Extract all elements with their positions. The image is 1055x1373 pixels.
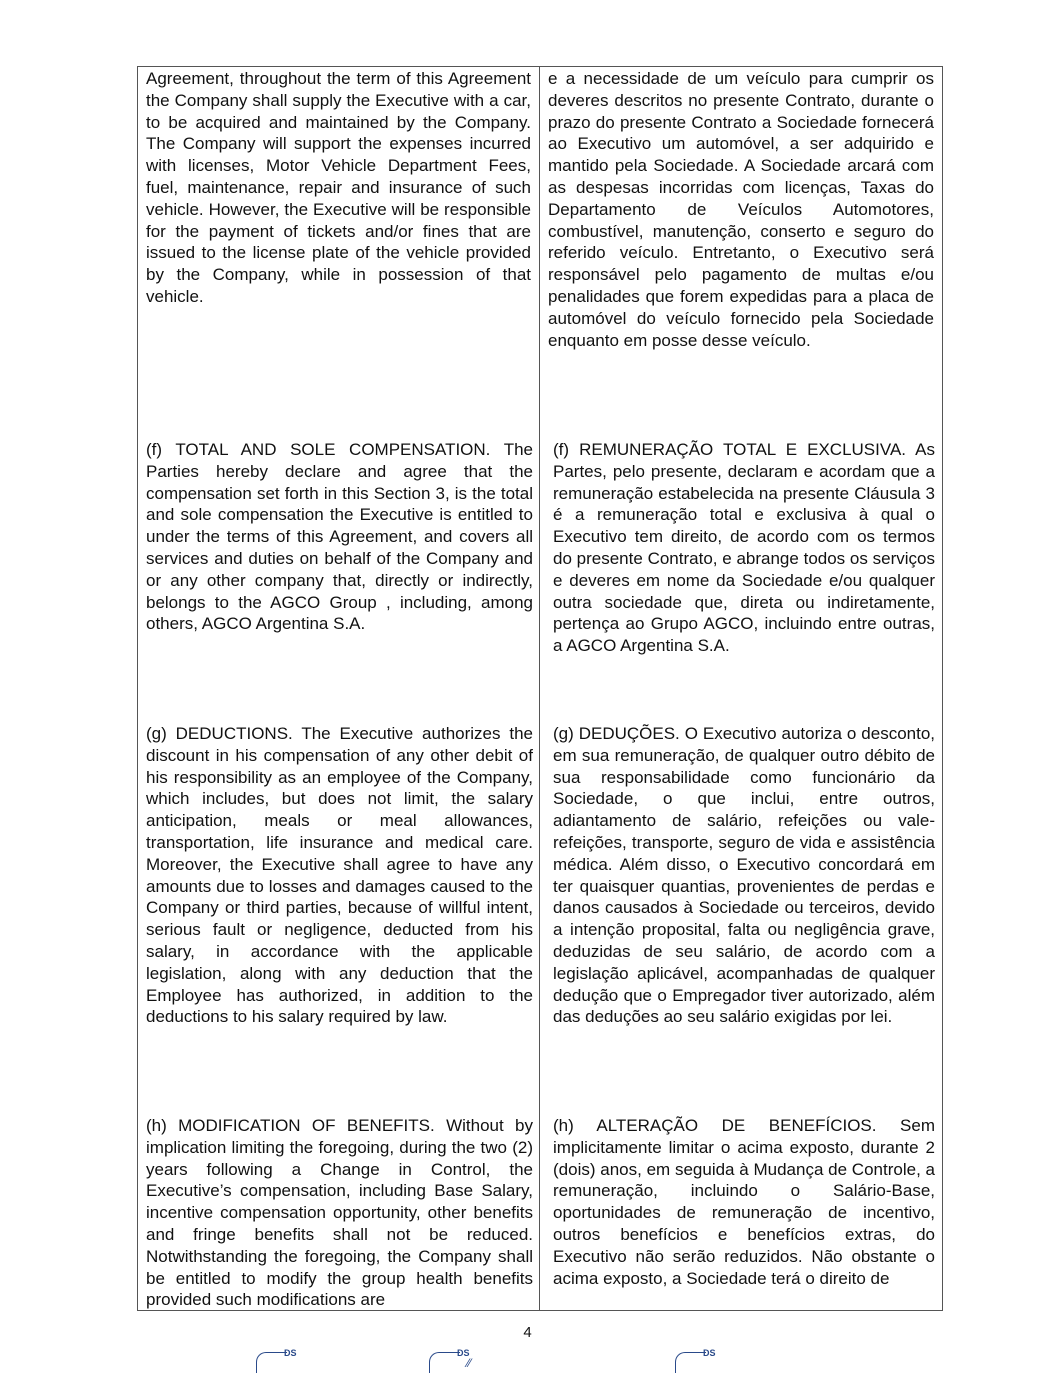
paragraph-benefits-pt: (h) ALTERAÇÃO DE BENEFÍCIOS. Sem implicitamente limitar o acima exposto, durante 2 (dois) anos, em seguida à Mudança de Controle, a remuneração, incluindo o Salário-Base, oportunidades de remuneração de incentivo, outros benefícios e benefícios extras, do Executivo não serão reduzidos. Não obstante o acima exposto, a Sociedade terá o direito de xyxy=(553,1116,935,1288)
docusign-initial-box xyxy=(429,1348,489,1368)
signature-arc-icon xyxy=(675,1352,706,1373)
paragraph-deductions-pt: (g) DEDUÇÕES. O Executivo autoriza o desconto, em sua remuneração, de qualquer outro débito de sua responsabilidade como funcionário da Sociedade, o que inclui, entre outros, adiantamento de salário, refeições ou vale-refeições, transporte, seguro de vida e assistência médica. Além disso, o Executivo concordará em ter quaisquer quantias, provenientes de perdas e danos causados à Sociedade ou terceiros, devido a intenção proposital, falta ou negligência grave, deduzidas de seu salário, de acordo com a legislação aplicável, acompanhadas de qualquer dedução que o Empregador tiver autorizado, além das deduções ao seu salário exigidas por lei. xyxy=(553,724,935,1027)
docusign-initial-box xyxy=(675,1348,735,1368)
signature-arc-icon xyxy=(429,1352,460,1373)
ds-tag: DS xyxy=(703,1348,716,1358)
paragraph-vehicle-en: Agreement, throughout the term of this Agreement the Company shall supply the Executive with a car, to be acquired and maintained by the Company. The Company will support the expenses incurred with licenses, Motor Vehicle Department Fees, fuel, maintenance, repair and insurance of such vehicle. However, the Executive will be responsible for the payment of tickets and/or fines that are issued to the license plate of the vehicle provided by the Company, while in possession of that vehicle. xyxy=(146,69,531,306)
bilingual-table xyxy=(137,66,943,1311)
signature-arc-icon xyxy=(256,1352,287,1373)
paragraph-compensation-en: (f) TOTAL AND SOLE COMPENSATION. The Parties hereby declare and agree that the compensation set forth in this Section 3, is the total and sole compensation the Executive is entitled to under the terms of this Agreement, and covers all services and duties on behalf of the Company and or any other company that, directly or indirectly, belongs to the AGCO Group , including, among others, AGCO Argentina S.A. xyxy=(146,440,533,634)
english-column xyxy=(138,67,540,1310)
paragraph-vehicle-pt: e a necessidade de um veículo para cumprir os deveres descritos no presente Contrato, durante o prazo do presente Contrato a Sociedade fornecerá ao Executivo um automóvel, a ser adquirido e mantido pela Sociedade. A Sociedade arcará com as despesas incorridas com licenças, Taxas do Departamento de Veículos Automotores, combustível, manutenção, conserto e seguro do referido veículo. Entretanto, o Executivo será responsável pelo pagamento de multas e/ou penalidades que forem expedidas para a placa de automóvel do veículo fornecido pela Sociedade enquanto em posse desse veículo. xyxy=(548,69,934,350)
portuguese-column xyxy=(540,67,942,1310)
ds-tag: DS xyxy=(284,1348,297,1358)
page-number: 4 xyxy=(523,1324,532,1341)
paragraph-benefits-en: (h) MODIFICATION OF BENEFITS. Without by implication limiting the foregoing, during the two (2) years following a Change in Control, the Executive’s compensation, including Base Salary, incentive compensation opportunity, other benefits and fringe benefits shall not be reduced. Notwithstanding the foregoing, the Company shall be entitled to modify the group health benefits provided such modifications are xyxy=(146,1116,533,1310)
paragraph-deductions-en: (g) DEDUCTIONS. The Executive authorizes the discount in his compensation of any other debit of his responsibility as an employee of the Company, which includes, but does not limit, the salary anticipation, meals or meal allowances, transportation, life insurance and medical care. Moreover, the Executive shall agree to have any amounts due to losses and damages caused to the Company or third parties, because of willful intent, serious fault or negligence, deducted from his salary, in accordance with the applicable legislation, along with any deduction that the Employee has authorized, in addition to the deductions to his salary required by law. xyxy=(146,724,533,1027)
paragraph-compensation-pt: (f) REMUNERAÇÃO TOTAL E EXCLUSIVA. As Partes, pelo presente, declaram e acordam que a remuneração estabelecida na presente Cláusula 3 é a remuneração total e exclusiva à qual o Executivo tem direito, de acordo com os termos do presente Contrato, e abrange todos os serviços e deveres em nome da Sociedade e/ou qualquer outra sociedade que, direta ou indiretamente, pertença ao Grupo AGCO, incluindo entre outras, a AGCO Argentina S.A. xyxy=(553,440,935,656)
ds-tag: DS xyxy=(457,1348,470,1358)
signature-scribble-icon: ⁄⁄ xyxy=(467,1356,472,1370)
docusign-initial-box xyxy=(256,1348,316,1368)
